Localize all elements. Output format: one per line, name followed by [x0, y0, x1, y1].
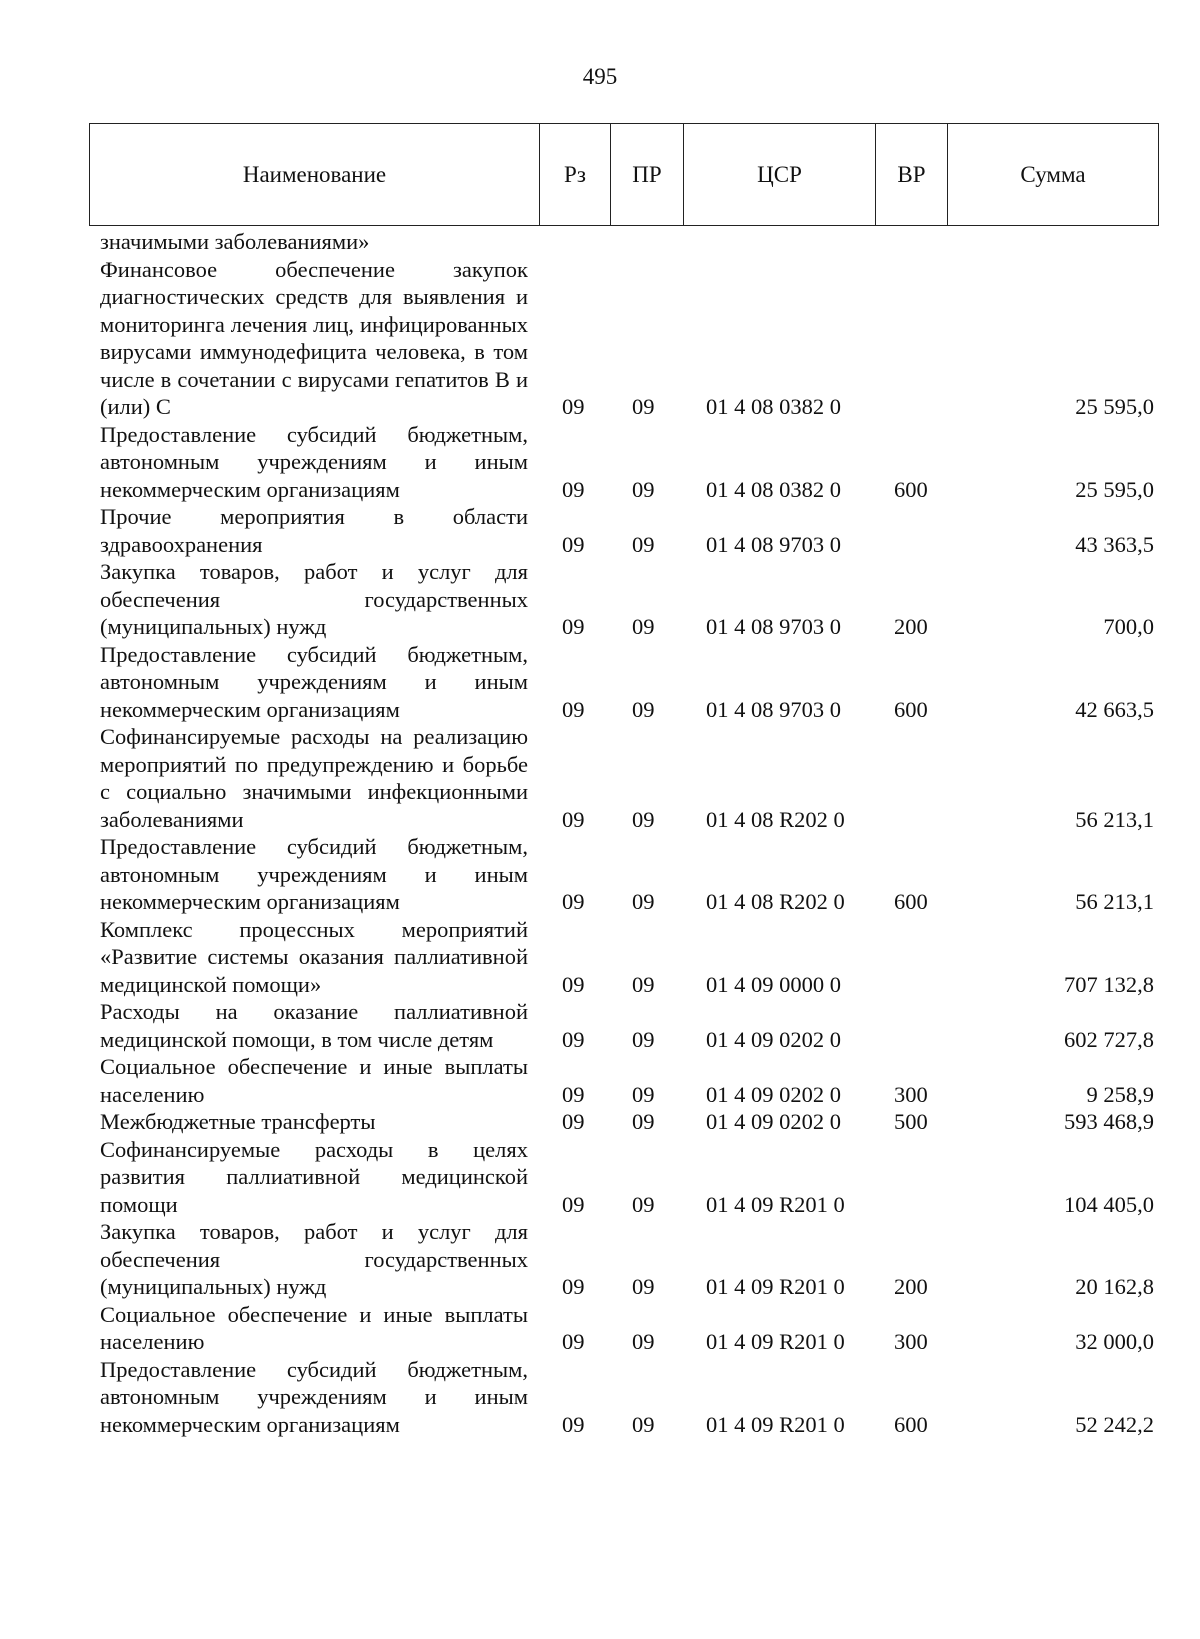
row-name: Прочие мероприятия в области здравоохранения [100, 504, 528, 557]
row-pr: 09 [632, 476, 655, 502]
row-vr: 300 [894, 1329, 928, 1354]
row-vr: 600 [894, 1411, 928, 1437]
row-pr: 09 [632, 394, 655, 419]
row-vr: 200 [894, 1274, 928, 1299]
row-name: Предоставление субсидий бюджетным, автономным учреждениям и иным некоммерческим организациям [100, 834, 528, 914]
row-sum: 707 132,8 [1064, 971, 1154, 997]
table-row [0, 558, 1200, 641]
row-pr: 09 [632, 1274, 655, 1299]
row-rz: 09 [562, 806, 585, 832]
row-sum: 56 213,1 [1075, 806, 1154, 832]
row-rz: 09 [562, 614, 585, 639]
table-row [0, 1108, 1200, 1136]
row-vr: 600 [894, 696, 928, 722]
row-rz: 09 [562, 1109, 585, 1134]
row-csr: 01 4 08 R202 0 [706, 806, 845, 832]
row-csr: 01 4 08 9703 0 [706, 696, 841, 722]
row-csr: 01 4 08 0382 0 [706, 476, 841, 502]
row-sum: 700,0 [1103, 614, 1154, 639]
row-vr: 300 [894, 1081, 928, 1107]
table-row [0, 723, 1200, 833]
table-row [0, 228, 1200, 256]
row-rz: 09 [562, 971, 585, 997]
row-name: Софинансируемые расходы в целях развития паллиативной медицинской помощи [100, 1136, 528, 1217]
row-name: Комплекс процессных мероприятий «Развитие системы оказания паллиативной медицинской помощи» [100, 916, 528, 997]
row-csr: 01 4 09 R201 0 [706, 1274, 845, 1299]
row-csr: 01 4 08 9703 0 [706, 614, 841, 639]
row-name: Социальное обеспечение и иные выплаты населению [100, 1301, 528, 1354]
table-row [0, 1053, 1200, 1108]
row-rz: 09 [562, 1081, 585, 1107]
row-csr: 01 4 09 0202 0 [706, 1109, 841, 1134]
row-csr: 01 4 09 R201 0 [706, 1329, 845, 1354]
row-name: Предоставление субсидий бюджетным, автономным учреждениям и иным некоммерческим организациям [100, 641, 528, 722]
row-sum: 32 000,0 [1075, 1329, 1154, 1354]
table-row [0, 1136, 1200, 1219]
table-row [0, 256, 1200, 421]
table-body [0, 228, 1200, 1438]
table-header [89, 123, 1159, 226]
row-sum: 52 242,2 [1075, 1411, 1154, 1437]
row-vr: 600 [894, 476, 928, 502]
row-rz: 09 [562, 1026, 585, 1052]
row-name: Предоставление субсидий бюджетным, автономным учреждениям и иным некоммерческим организациям [100, 421, 528, 502]
row-name: Финансовое обеспечение закупок диагностических средств для выявления и мониторинга лечения лиц, инфицированных вирусами иммунодефицита человека, в том числе в сочетании с вирусами гепатитов В и (или) С [100, 256, 528, 419]
row-sum: 593 468,9 [1064, 1109, 1154, 1134]
table-row [0, 421, 1200, 504]
table-row [0, 916, 1200, 999]
page-number: 495 [582, 64, 618, 89]
header-pr: ПР [611, 124, 684, 225]
row-sum: 25 595,0 [1075, 394, 1154, 419]
row-rz: 09 [562, 476, 585, 502]
row-csr: 01 4 09 0202 0 [706, 1081, 841, 1107]
row-csr: 01 4 09 R201 0 [706, 1191, 845, 1217]
row-pr: 09 [632, 614, 655, 639]
row-pr: 09 [632, 1026, 655, 1052]
row-sum: 9 258,9 [1086, 1081, 1154, 1107]
row-sum: 43 363,5 [1075, 531, 1154, 557]
row-pr: 09 [632, 1191, 655, 1217]
table-row [0, 503, 1200, 558]
table-row [0, 1301, 1200, 1356]
row-name: Расходы на оказание паллиативной медицинской помощи, в том числе детям [100, 999, 528, 1052]
row-pr: 09 [632, 1329, 655, 1354]
row-rz: 09 [562, 1191, 585, 1217]
row-name: значимыми заболеваниями» [100, 229, 370, 254]
table-row [0, 1356, 1200, 1439]
row-csr: 01 4 09 R201 0 [706, 1411, 845, 1437]
row-pr: 09 [632, 531, 655, 557]
row-rz: 09 [562, 394, 585, 419]
row-csr: 01 4 09 0000 0 [706, 971, 841, 997]
row-vr: 600 [894, 889, 928, 914]
row-rz: 09 [562, 1411, 585, 1437]
row-pr: 09 [632, 889, 655, 914]
row-sum: 602 727,8 [1064, 1026, 1154, 1052]
row-name: Закупка товаров, работ и услуг для обеспечения государственных (муниципальных) нужд [100, 559, 528, 639]
row-sum: 20 162,8 [1075, 1274, 1154, 1299]
table-row [0, 1218, 1200, 1301]
row-pr: 09 [632, 1109, 655, 1134]
header-csr: ЦСР [684, 124, 876, 225]
row-sum: 25 595,0 [1075, 476, 1154, 502]
table-row [0, 833, 1200, 916]
header-vr: ВР [876, 124, 948, 225]
row-rz: 09 [562, 1274, 585, 1299]
header-name: Наименование [90, 124, 540, 225]
row-name: Закупка товаров, работ и услуг для обеспечения государственных (муниципальных) нужд [100, 1219, 528, 1299]
row-name: Предоставление субсидий бюджетным, автономным учреждениям и иным некоммерческим организациям [100, 1356, 528, 1437]
row-csr: 01 4 08 0382 0 [706, 394, 841, 419]
row-sum: 42 663,5 [1075, 696, 1154, 722]
row-pr: 09 [632, 1081, 655, 1107]
table-row [0, 641, 1200, 724]
row-rz: 09 [562, 1329, 585, 1354]
row-sum: 104 405,0 [1064, 1191, 1154, 1217]
row-rz: 09 [562, 889, 585, 914]
row-name: Социальное обеспечение и иные выплаты населению [100, 1054, 528, 1107]
row-csr: 01 4 08 R202 0 [706, 889, 845, 914]
row-name: Межбюджетные трансферты [100, 1109, 376, 1134]
row-name: Софинансируемые расходы на реализацию мероприятий по предупреждению и борьбе с социально значимыми инфекционными заболеваниями [100, 724, 528, 832]
row-vr: 200 [894, 614, 928, 639]
row-rz: 09 [562, 696, 585, 722]
row-rz: 09 [562, 531, 585, 557]
row-vr: 500 [894, 1109, 928, 1134]
row-sum: 56 213,1 [1075, 889, 1154, 914]
header-sum: Сумма [1020, 161, 1086, 187]
row-csr: 01 4 09 0202 0 [706, 1026, 841, 1052]
header-rz: Рз [540, 124, 611, 225]
table-row [0, 998, 1200, 1053]
row-pr: 09 [632, 696, 655, 722]
row-pr: 09 [632, 806, 655, 832]
row-pr: 09 [632, 1411, 655, 1437]
row-csr: 01 4 08 9703 0 [706, 531, 841, 557]
row-pr: 09 [632, 971, 655, 997]
